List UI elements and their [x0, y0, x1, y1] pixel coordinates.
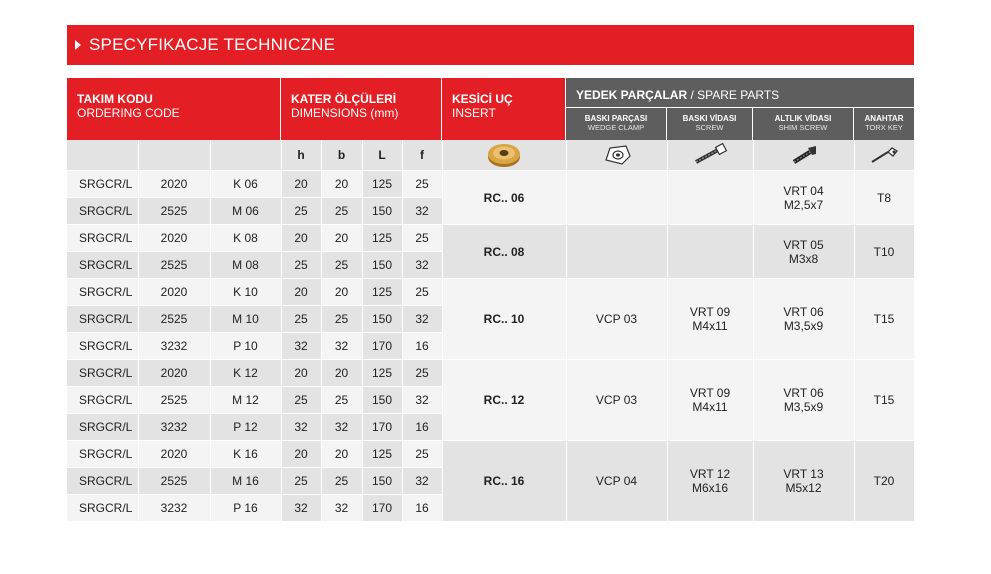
cell-f: 25 [402, 225, 442, 252]
cell-code: SRGCR/L [67, 198, 138, 225]
cell-mod: M 06 [210, 198, 281, 225]
cell-clamp: VCP 03 [566, 360, 667, 441]
cell-L: 150 [362, 252, 402, 279]
cell-clamp [566, 225, 667, 279]
cell-screw: VRT 12 M6x16 [667, 441, 753, 522]
cell-f: 25 [402, 279, 442, 306]
cell-h: 32 [281, 333, 321, 360]
cell-h: 20 [281, 171, 321, 198]
cell-size: 2525 [138, 468, 210, 495]
dim-col-f: f [402, 140, 442, 171]
table-row [67, 360, 914, 387]
cell-h: 25 [281, 306, 321, 333]
cell-code: SRGCR/L [67, 333, 138, 360]
cell-key: T15 [854, 279, 914, 360]
cell-b: 25 [321, 198, 362, 225]
cell-b: 25 [321, 306, 362, 333]
spec-table [67, 140, 915, 522]
cell-h: 25 [281, 387, 321, 414]
cell-code: SRGCR/L [67, 252, 138, 279]
cell-f: 25 [402, 441, 442, 468]
cell-clamp [566, 171, 667, 225]
cell-L: 125 [362, 360, 402, 387]
header-spare-parts-en: / SPARE PARTS [687, 88, 780, 102]
cell-h: 20 [281, 360, 321, 387]
cell-mod: M 16 [210, 468, 281, 495]
header-spare-parts [566, 78, 914, 108]
cell-b: 32 [321, 333, 362, 360]
table-row [67, 279, 914, 306]
dim-col-h: h [281, 140, 321, 171]
cell-L: 125 [362, 225, 402, 252]
wedge-clamp-icon [600, 142, 634, 168]
cell-size: 3232 [138, 333, 210, 360]
header-insert-tr: KESİCİ UÇ [452, 92, 513, 106]
spare-col-label-tr: ALTLIK VİDASI [774, 114, 832, 123]
cell-h: 25 [281, 252, 321, 279]
cell-mod: K 10 [210, 279, 281, 306]
cell-h: 25 [281, 198, 321, 225]
cell-code: SRGCR/L [67, 414, 138, 441]
section-title: SPECYFIKACJE TECHNICZNE [89, 35, 336, 54]
cell-mod: P 10 [210, 333, 281, 360]
cell-code: SRGCR/L [67, 279, 138, 306]
cell-L: 125 [362, 441, 402, 468]
cell-size: 2020 [138, 279, 210, 306]
cell-size: 3232 [138, 495, 210, 522]
cell-code: SRGCR/L [67, 306, 138, 333]
cell-L: 125 [362, 171, 402, 198]
cell-b: 20 [321, 279, 362, 306]
cell-size: 2020 [138, 171, 210, 198]
spare-col-wedge-clamp [566, 108, 667, 140]
cell-f: 16 [402, 495, 442, 522]
cell-screw [667, 225, 753, 279]
dim-col-b: b [321, 140, 362, 171]
header-insert-en: INSERT [452, 106, 496, 120]
cell-clamp: VCP 03 [566, 279, 667, 360]
spare-col-label-tr: BASKI VİDASI [682, 114, 737, 123]
cell-screw [667, 171, 753, 225]
spare-col-label-tr: ANAHTAR [864, 114, 904, 123]
header-ordering-code-tr: TAKIM KODU [77, 92, 153, 106]
header-ordering-code [67, 78, 281, 140]
cell-shim-screw: VRT 06 M3,5x9 [753, 279, 854, 360]
cell-size: 2525 [138, 387, 210, 414]
cell-b: 25 [321, 252, 362, 279]
cell-b: 25 [321, 468, 362, 495]
spare-col-label-en: SCREW [695, 123, 724, 132]
cell-L: 150 [362, 198, 402, 225]
cell-h: 20 [281, 225, 321, 252]
cell-code: SRGCR/L [67, 441, 138, 468]
spare-col-label-en: TORX KEY [865, 123, 903, 132]
cell-mod: K 12 [210, 360, 281, 387]
cell-h: 25 [281, 468, 321, 495]
header-dimensions-tr: KATER ÖLÇÜLERİ [291, 92, 397, 106]
cell-f: 32 [402, 252, 442, 279]
cell-clamp: VCP 04 [566, 441, 667, 522]
section-banner [67, 25, 914, 65]
cell-code: SRGCR/L [67, 468, 138, 495]
insert-icon [484, 140, 524, 170]
shim-screw-icon [786, 142, 822, 168]
header-dimensions [281, 78, 442, 140]
cell-f: 25 [402, 171, 442, 198]
cell-f: 16 [402, 333, 442, 360]
dim-col-L: L [362, 140, 402, 171]
cell-size: 2020 [138, 441, 210, 468]
cell-size: 3232 [138, 414, 210, 441]
cell-L: 170 [362, 333, 402, 360]
cell-mod: P 12 [210, 414, 281, 441]
cell-h: 32 [281, 495, 321, 522]
header-spare-parts-tr: YEDEK PARÇALAR [576, 88, 688, 102]
table-row [67, 441, 914, 468]
cell-screw: VRT 09 M4x11 [667, 279, 753, 360]
cell-f: 32 [402, 468, 442, 495]
cell-key: T10 [854, 225, 914, 279]
cell-b: 20 [321, 171, 362, 198]
cell-f: 16 [402, 414, 442, 441]
cell-code: SRGCR/L [67, 225, 138, 252]
cell-b: 32 [321, 495, 362, 522]
cell-b: 20 [321, 225, 362, 252]
cell-code: SRGCR/L [67, 495, 138, 522]
cell-key: T8 [854, 171, 914, 225]
cell-insert: RC.. 16 [442, 441, 566, 522]
cell-mod: K 16 [210, 441, 281, 468]
cell-code: SRGCR/L [67, 171, 138, 198]
cell-h: 20 [281, 279, 321, 306]
spare-col-shim-screw [753, 108, 854, 140]
cell-mod: M 12 [210, 387, 281, 414]
icon-row [67, 140, 914, 171]
cell-b: 20 [321, 360, 362, 387]
cell-b: 25 [321, 387, 362, 414]
cell-size: 2525 [138, 306, 210, 333]
cell-insert: RC.. 08 [442, 225, 566, 279]
cell-h: 32 [281, 414, 321, 441]
cell-size: 2020 [138, 225, 210, 252]
cell-key: T15 [854, 360, 914, 441]
spare-col-label-en: WEDGE CLAMP [587, 123, 645, 132]
cell-mod: K 06 [210, 171, 281, 198]
cell-f: 32 [402, 306, 442, 333]
torx-key-icon [866, 142, 902, 168]
cell-shim-screw: VRT 13 M5x12 [753, 441, 854, 522]
cell-h: 20 [281, 441, 321, 468]
table-row [67, 171, 914, 198]
cell-mod: M 10 [210, 306, 281, 333]
cell-mod: P 16 [210, 495, 281, 522]
cell-mod: M 08 [210, 252, 281, 279]
cell-b: 20 [321, 441, 362, 468]
cell-L: 150 [362, 306, 402, 333]
cell-L: 170 [362, 495, 402, 522]
spare-col-torx-key [854, 108, 914, 140]
cell-insert: RC.. 12 [442, 360, 566, 441]
cell-code: SRGCR/L [67, 360, 138, 387]
spare-col-label-tr: BASKI PARÇASI [584, 114, 648, 123]
cell-insert: RC.. 10 [442, 279, 566, 360]
cell-b: 32 [321, 414, 362, 441]
spare-col-label-en: SHIM SCREW [778, 123, 828, 132]
cell-key: T20 [854, 441, 914, 522]
spare-col-screw [667, 108, 753, 140]
header-insert [442, 78, 566, 140]
cell-shim-screw: VRT 06 M3,5x9 [753, 360, 854, 441]
cell-size: 2020 [138, 360, 210, 387]
cell-L: 150 [362, 468, 402, 495]
cell-f: 32 [402, 198, 442, 225]
cell-L: 150 [362, 387, 402, 414]
screw-icon [690, 142, 730, 168]
cell-f: 25 [402, 360, 442, 387]
cell-L: 125 [362, 279, 402, 306]
cell-L: 170 [362, 414, 402, 441]
cell-screw: VRT 09 M4x11 [667, 360, 753, 441]
cell-size: 2525 [138, 252, 210, 279]
triangle-bullet-icon [75, 40, 81, 50]
cell-shim-screw: VRT 04 M2,5x7 [753, 171, 854, 225]
table-row [67, 225, 914, 252]
cell-f: 32 [402, 387, 442, 414]
cell-shim-screw: VRT 05 M3x8 [753, 225, 854, 279]
cell-code: SRGCR/L [67, 387, 138, 414]
header-ordering-code-en: ORDERING CODE [77, 106, 180, 120]
cell-insert: RC.. 06 [442, 171, 566, 225]
cell-mod: K 08 [210, 225, 281, 252]
header-dimensions-en: DIMENSIONS (mm) [291, 106, 399, 120]
cell-size: 2525 [138, 198, 210, 225]
